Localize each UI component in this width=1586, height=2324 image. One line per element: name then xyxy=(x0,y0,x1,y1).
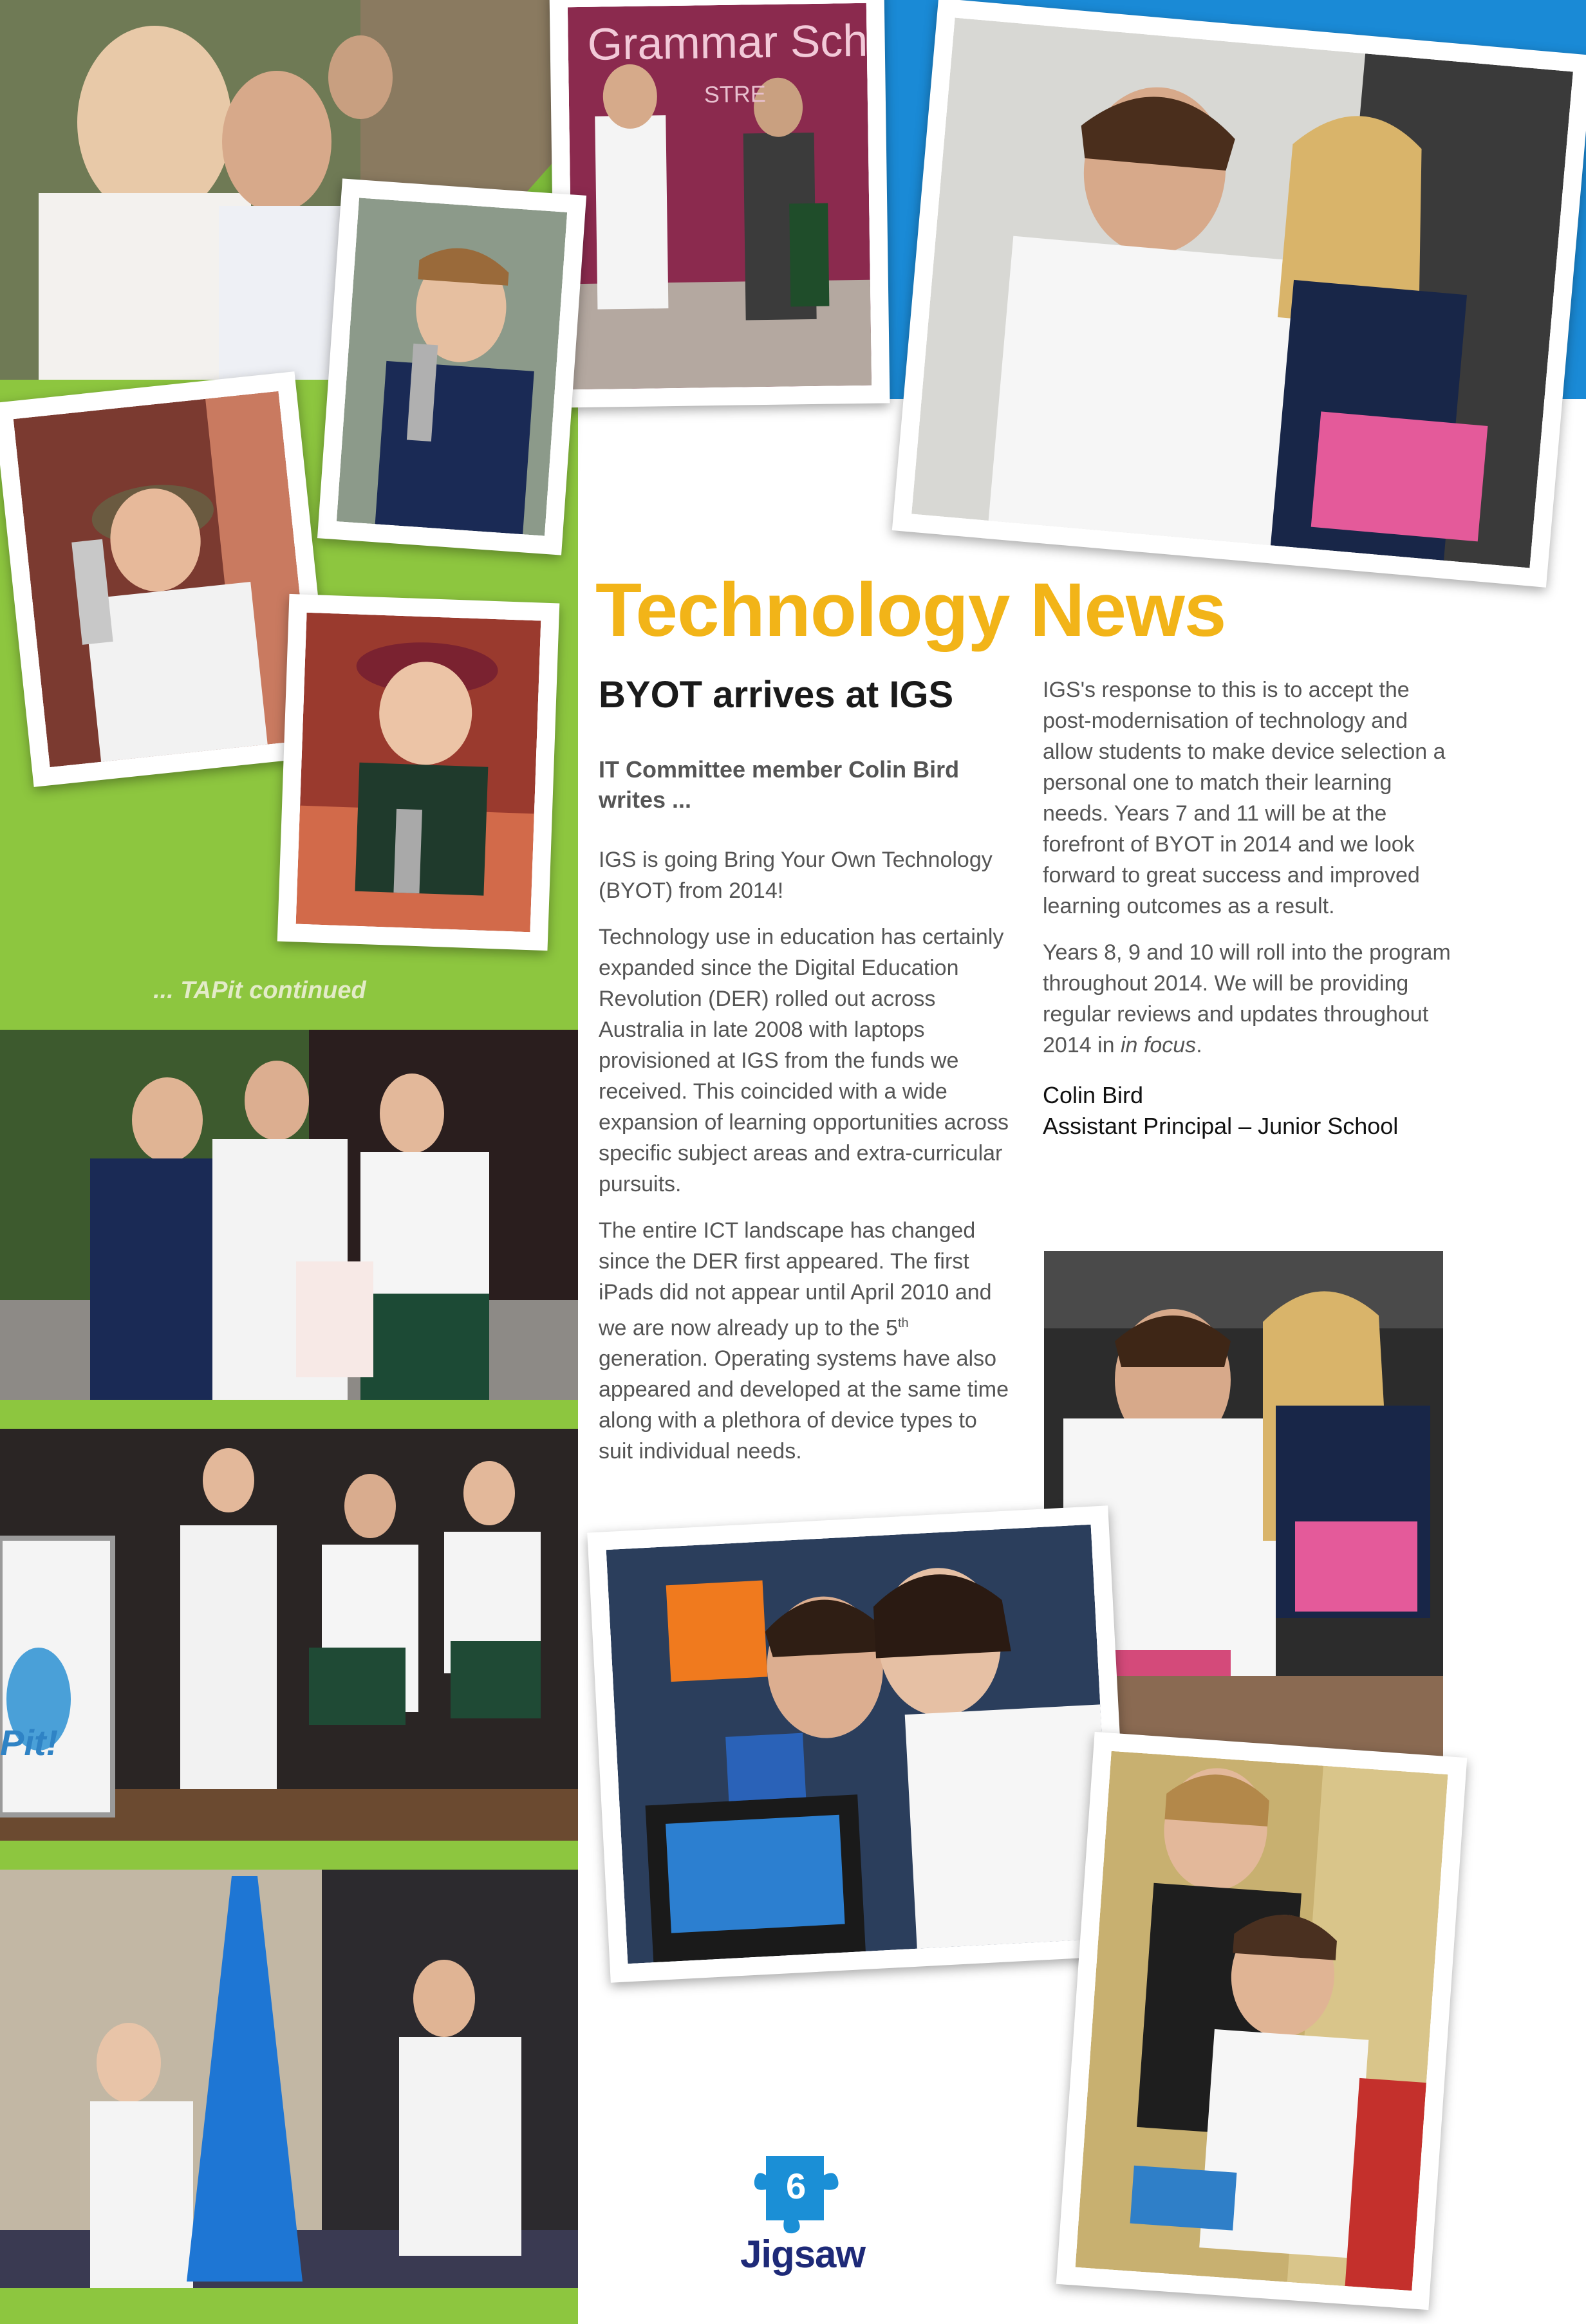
photo-school-entrance xyxy=(549,0,890,408)
tapit-continued-caption: ... TAPit continued xyxy=(153,977,366,1004)
page-number: 6 xyxy=(786,2166,807,2206)
article-column-1 xyxy=(599,844,1011,1482)
jigsaw-logo xyxy=(734,2150,875,2278)
paragraph-rollout: Years 8, 9 and 10 will roll into the program throughout 2014. We will be providing regular reviews and updates throughout 2014 in in focus. xyxy=(1043,940,1451,1057)
author-title: Assistant Principal – Junior School xyxy=(1043,1113,1399,1139)
left-green-strip-1 xyxy=(0,1400,578,1429)
paragraph-response: IGS's response to this is to accept the post-modernisation of technology and allow students to make device selection a personal one to match their learning needs. Years 7 and 11 will be at the forefront of BYOT in 2014 and we look forward to great success and improved learning outcomes as a result. xyxy=(1043,678,1446,918)
photo-girls-with-laptop xyxy=(587,1505,1132,1982)
paragraph-der: Technology use in education has certainly expanded since the Digital Education Revolution (DER) rolled out across Australia in late 2008 with laptops provisioned at IGS from the funds we received. This coincided with a wide expansion of learning opportunities across specific subject areas and extra-curricular pursuits. xyxy=(599,925,1009,1196)
paragraph-intro: IGS is going Bring Your Own Technology (BYOT) from 2014! xyxy=(599,848,993,903)
paragraph-ict-landscape: The entire ICT landscape has changed since the DER first appeared. The first iPads did not appear until April 2010 and we are now already up to the 5th generation. Operating systems have also appeared and developed at the same time along with a plethora of device types to suit individual needs. xyxy=(599,1218,1009,1464)
section-title: Technology News xyxy=(595,568,1226,653)
tapit-banner-text: Pit! xyxy=(0,1722,59,1763)
article-column-2 xyxy=(1043,674,1455,1142)
street-text: STRE xyxy=(704,80,767,108)
article-byline: IT Committee member Colin Bird writes ... xyxy=(599,756,960,813)
author-signature xyxy=(1043,1080,1455,1142)
left-green-bottom xyxy=(0,2288,578,2324)
photo-students-on-stage xyxy=(0,1429,578,1841)
left-green-strip-2 xyxy=(0,1841,578,1870)
photo-students-handing-flyers xyxy=(0,1030,578,1400)
sign-text: Grammar Sch xyxy=(587,15,868,70)
jigsaw-wordmark: Jigsaw xyxy=(740,2233,866,2276)
photo-bottle-tower xyxy=(0,1870,578,2288)
photo-boy-with-bottle xyxy=(317,178,586,555)
author-name: Colin Bird xyxy=(1043,1082,1144,1108)
article-headline: BYOT arrives at IGS xyxy=(599,674,954,716)
photo-girls-with-ipad-top xyxy=(892,0,1586,588)
photo-girl-red-hat xyxy=(277,594,560,951)
photo-teacher-and-boy xyxy=(1056,1732,1468,2310)
